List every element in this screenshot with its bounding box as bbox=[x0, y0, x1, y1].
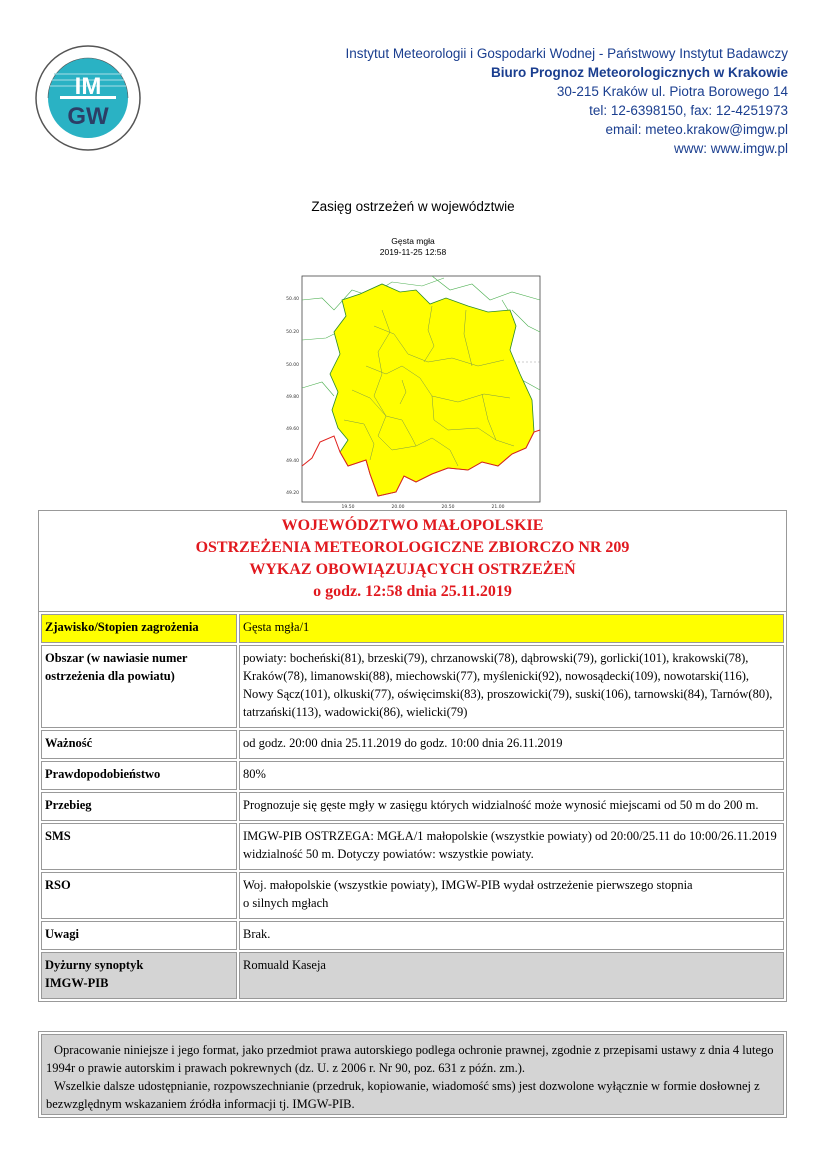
phenomenon-value: Gęsta mgła/1 bbox=[239, 614, 784, 643]
row-label bbox=[41, 952, 237, 999]
forecaster-value: Romuald Kaseja bbox=[239, 952, 784, 999]
validity-value: od godz. 20:00 dnia 25.11.2019 do godz. 10:00 dnia 26.11.2019 bbox=[239, 730, 784, 759]
org-address: 30-215 Kraków ul. Piotra Borowego 14 bbox=[556, 84, 788, 99]
rso-value bbox=[239, 872, 784, 919]
area-value: powiaty: bocheński(81), brzeski(79), chrzanowski(78), dąbrowski(79), gorlicki(101), krakowski(78), Kraków(78), limanowski(88), miechowski(77), myślenicki(92), nowosądecki(109), nowotarski(116), Nowy Sącz(101), olkuski(77), oświęcimski(83), proszowicki(79), suski(106), tarnowski(84), Tarnów(80), tatrzański(113), wadowicki(86), wielicki(79) bbox=[239, 645, 784, 728]
sms-value: IMGW-PIB OSTRZEGA: MGŁA/1 małopolskie (wszystkie powiaty) od 20:00/25.11 do 10:00/26.11.2019 widzialność 50 m. Dotyczy powiatów: wszystkie powiaty. bbox=[239, 823, 784, 870]
table-row bbox=[41, 761, 784, 790]
logo-text-bottom: GW bbox=[67, 103, 109, 130]
x-tick-label: 20.50 bbox=[441, 505, 455, 510]
org-website[interactable]: www: www.imgw.pl bbox=[673, 141, 788, 156]
map-title: Gęsta mgła bbox=[391, 236, 435, 246]
logo-text-top: IM bbox=[74, 73, 102, 100]
x-tick-label: 21.00 bbox=[491, 505, 505, 510]
rso-line: Woj. małopolskie (wszystkie powiaty), IMGW-PIB wydał ostrzeżenie pierwszego stopnia bbox=[243, 878, 693, 892]
x-tick-label: 19.50 bbox=[341, 505, 355, 510]
y-tick-label: 50.20 bbox=[286, 330, 299, 335]
office-name: Biuro Prognoz Meteorologicznych w Krakowie bbox=[490, 65, 788, 80]
table-row bbox=[41, 921, 784, 950]
table-row bbox=[41, 823, 784, 870]
row-label: Obszar (w nawiasie numer ostrzeżenia dla powiatu) bbox=[41, 645, 237, 728]
list-title: WYKAZ OBOWIĄZUJĄCYCH OSTRZEŻEŃ bbox=[249, 561, 576, 578]
y-tick-label: 49.40 bbox=[286, 459, 299, 464]
table-row bbox=[41, 730, 784, 759]
row-label: Uwagi bbox=[41, 921, 237, 950]
redistribution-paragraph: Wszelkie dalsze udostępnianie, rozpowszechnianie (przedruk, kopiowanie, wiadomość sms) jest dozwolone wyłącznie w formie dosłownej z bezwzględnym wskazaniem źródła informacji tj. IMGW-PIB. bbox=[46, 1079, 760, 1111]
copyright-footer bbox=[38, 1031, 787, 1118]
row-label: SMS bbox=[41, 823, 237, 870]
map-section-title: Zasięg ostrzeżeń w województwie bbox=[311, 199, 515, 214]
rso-line: o silnych mgłach bbox=[243, 896, 329, 910]
org-email[interactable]: email: meteo.krakow@imgw.pl bbox=[605, 122, 788, 137]
y-tick-label: 49.20 bbox=[286, 491, 299, 496]
issue-time: o godz. 12:58 dnia 25.11.2019 bbox=[313, 583, 512, 600]
map-caption bbox=[0, 236, 826, 258]
copyright-text bbox=[41, 1034, 784, 1115]
map-datetime: 2019-11-25 12:58 bbox=[379, 247, 447, 257]
y-tick-label: 50.00 bbox=[286, 363, 299, 368]
table-row bbox=[41, 872, 784, 919]
probability-value: 80% bbox=[239, 761, 784, 790]
y-tick-label: 49.80 bbox=[286, 395, 299, 400]
x-tick-label: 20.00 bbox=[391, 505, 405, 510]
table-row bbox=[41, 614, 784, 643]
warnings-box bbox=[38, 510, 787, 1002]
imgw-logo bbox=[34, 44, 142, 152]
y-tick-label: 50.40 bbox=[286, 297, 299, 302]
bulletin-number: OSTRZEŻENIA METEOROLOGICZNE ZBIORCZO NR 209 bbox=[195, 539, 630, 556]
row-label: Zjawisko/Stopien zagrożenia bbox=[41, 614, 237, 643]
row-label: Prawdopodobieństwo bbox=[41, 761, 237, 790]
warning-map bbox=[282, 270, 547, 510]
forecaster-label: Dyżurny synoptyk bbox=[45, 958, 144, 972]
org-name: Instytut Meteorologii i Gospodarki Wodnej - Państwowy Instytut Badawczy bbox=[345, 46, 788, 61]
table-row bbox=[41, 645, 784, 728]
row-label: Przebieg bbox=[41, 792, 237, 821]
copyright-paragraph: Opracowanie niniejsze i jego format, jako przedmiot prawa autorskiego podlega ochronie prawnej, zgodnie z przepisami ustawy z dnia 4 lutego 1994r o prawie autorskim i prawach pokrewnych (dz. U. z 2006 r. Nr 90, poz. 631 z późn. zm.). bbox=[46, 1043, 774, 1075]
organization-header bbox=[268, 44, 788, 158]
forecaster-org: IMGW-PIB bbox=[45, 976, 109, 990]
region-name: WOJEWÓDZTWO MAŁOPOLSKIE bbox=[281, 517, 544, 534]
table-row bbox=[41, 952, 784, 999]
course-value: Prognozuje się gęste mgły w zasięgu których widzialność może wynosić miejscami od 50 m do 200 m. bbox=[239, 792, 784, 821]
warnings-table bbox=[39, 612, 786, 1001]
notes-value: Brak. bbox=[239, 921, 784, 950]
table-row bbox=[41, 792, 784, 821]
warnings-heading bbox=[39, 511, 786, 612]
org-phone: tel: 12-6398150, fax: 12-4251973 bbox=[589, 103, 788, 118]
row-label: Ważność bbox=[41, 730, 237, 759]
row-label: RSO bbox=[41, 872, 237, 919]
y-tick-label: 49.60 bbox=[286, 427, 299, 432]
